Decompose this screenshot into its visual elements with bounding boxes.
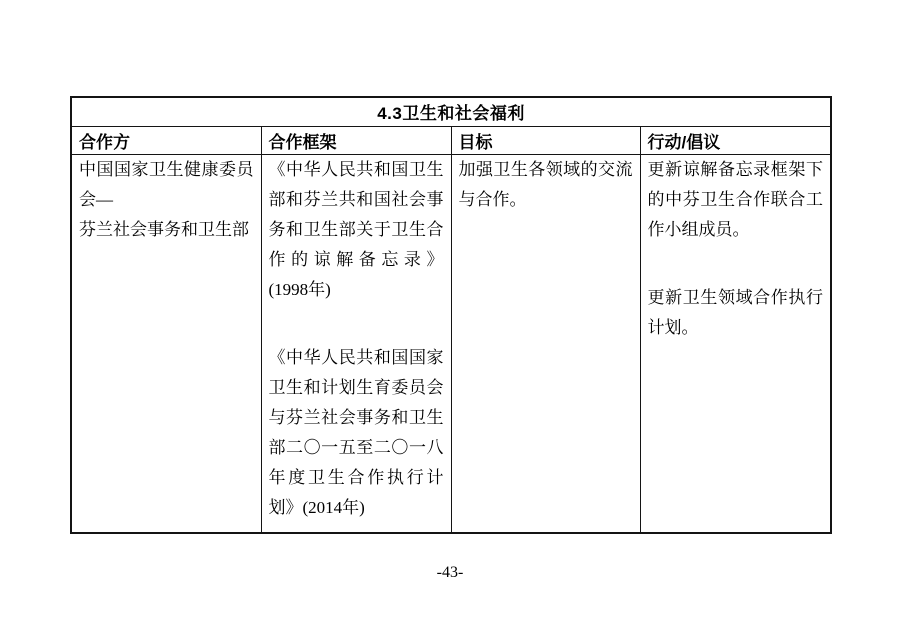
column-header-actions: 行动/倡议 xyxy=(640,126,831,154)
table-row xyxy=(71,154,831,533)
framework-paragraph: 《中华人民共和国国家卫生和计划生育委员会与芬兰社会事务和卫生部二〇一五至二〇一八年度卫生合作执行计划》(2014年) xyxy=(268,347,444,517)
cell-actions xyxy=(640,154,831,533)
actions-paragraph: 更新谅解备忘录框架下的中芬卫生合作联合工作小组成员。 xyxy=(647,159,824,239)
framework-paragraph: 《中华人民共和国卫生部和芬兰共和国社会事务和卫生部关于卫生合作的谅解备忘录》(1998年) xyxy=(268,159,444,299)
actions-paragraph: 更新卫生领域合作执行计划。 xyxy=(647,287,824,337)
column-header-partner: 合作方 xyxy=(71,126,261,154)
table-title: 4.3卫生和社会福利 xyxy=(71,97,831,126)
health-welfare-table xyxy=(70,96,832,534)
partner-paragraph: 中国国家卫生健康委员会— xyxy=(79,159,254,209)
cell-goal xyxy=(451,154,640,533)
column-header-framework: 合作框架 xyxy=(261,126,451,154)
cell-framework xyxy=(261,154,451,533)
cell-partner xyxy=(71,154,261,533)
partner-paragraph: 芬兰社会事务和卫生部 xyxy=(79,219,249,239)
table-title-row xyxy=(71,97,831,126)
goal-paragraph: 加强卫生各领域的交流与合作。 xyxy=(458,159,633,209)
table-header-row xyxy=(71,126,831,154)
column-header-goal: 目标 xyxy=(451,126,640,154)
page-number: -43- xyxy=(436,564,464,581)
